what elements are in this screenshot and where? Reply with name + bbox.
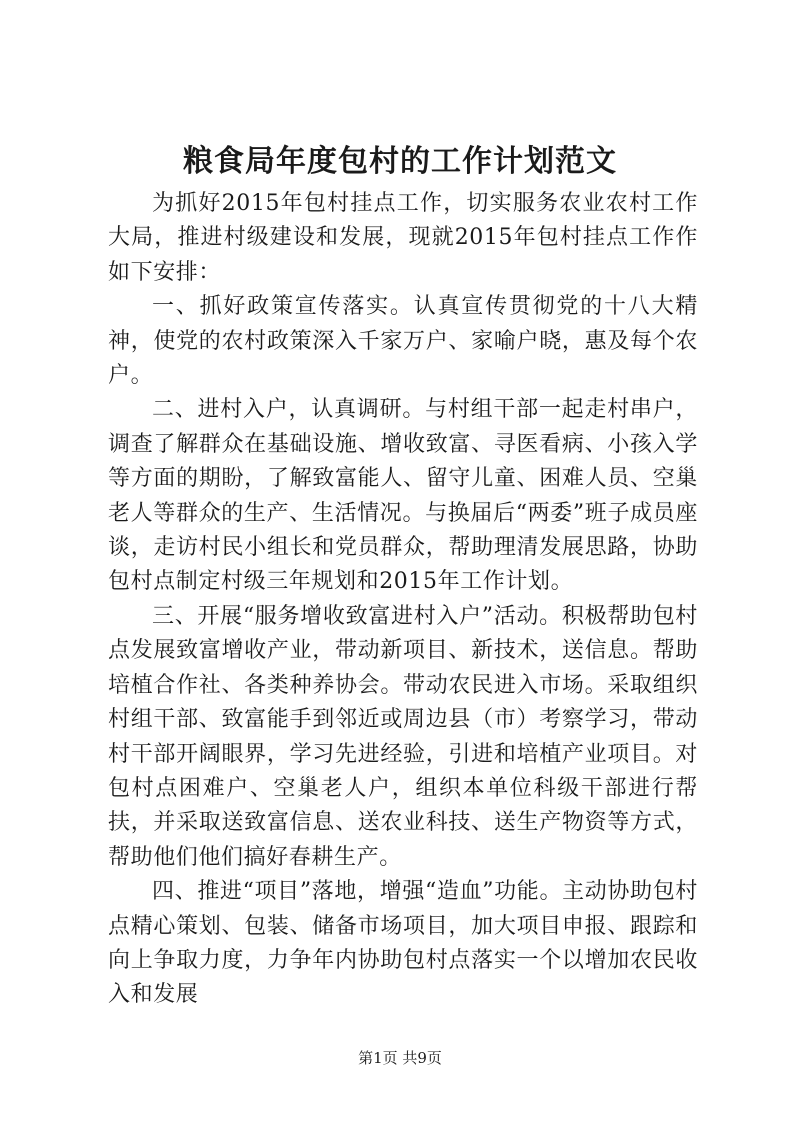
paragraph-intro: 为抓好2015年包村挂点工作，切实服务农业农村工作大局，推进村级建设和发展，现就2015年包村挂点工作作如下安排： <box>108 191 698 285</box>
paragraph-section-4: 四、推进“项目”落地，增强“造血”功能。主动协助包村点精心策划、包装、储备市场项目，加大项目申报、跟踪和向上争取力度，力争年内协助包村点落实一个以增加农民收入和发展 <box>108 879 698 1008</box>
page-footer: 第1页 共9页 <box>358 1049 442 1067</box>
document-body <box>108 187 698 1013</box>
paragraph-section-1: 一、抓好政策宣传落实。认真宣传贯彻党的十八大精神，使党的农村政策深入千家万户、家喻户晓，惠及每个农户。 <box>108 294 698 389</box>
paragraph-section-3: 三、开展“服务增收致富进村入户”活动。积极帮助包村点发展致富增收产业，带动新项目、新技术，送信息。帮助培植合作社、各类种养协会。带动农民进入市场。采取组织村组干部、致富能手到邻近或周边县（市）考察学习，带动村干部开阔眼界，学习先进经验，引进和培植产业项目。对包村点困难户、空巢老人户，组织本单位科级干部进行帮扶，并采取送致富信息、送农业科技、送生产物资等方式，帮助他们他们搞好春耕生产。 <box>108 603 698 870</box>
document-title: 粮食局年度包村的工作计划范文 <box>183 144 617 179</box>
paragraph-section-2: 二、进村入户，认真调研。与村组干部一起走村串户，调查了解群众在基础设施、增收致富、寻医看病、小孩入学等方面的期盼，了解致富能人、留守儿童、困难人员、空巢老人等群众的生产、生活情况。与换届后“两委”班子成员座谈，走访村民小组长和党员群众，帮助理清发展思路，协助包村点制定村级三年规划和2015年工作计划。 <box>108 397 698 595</box>
